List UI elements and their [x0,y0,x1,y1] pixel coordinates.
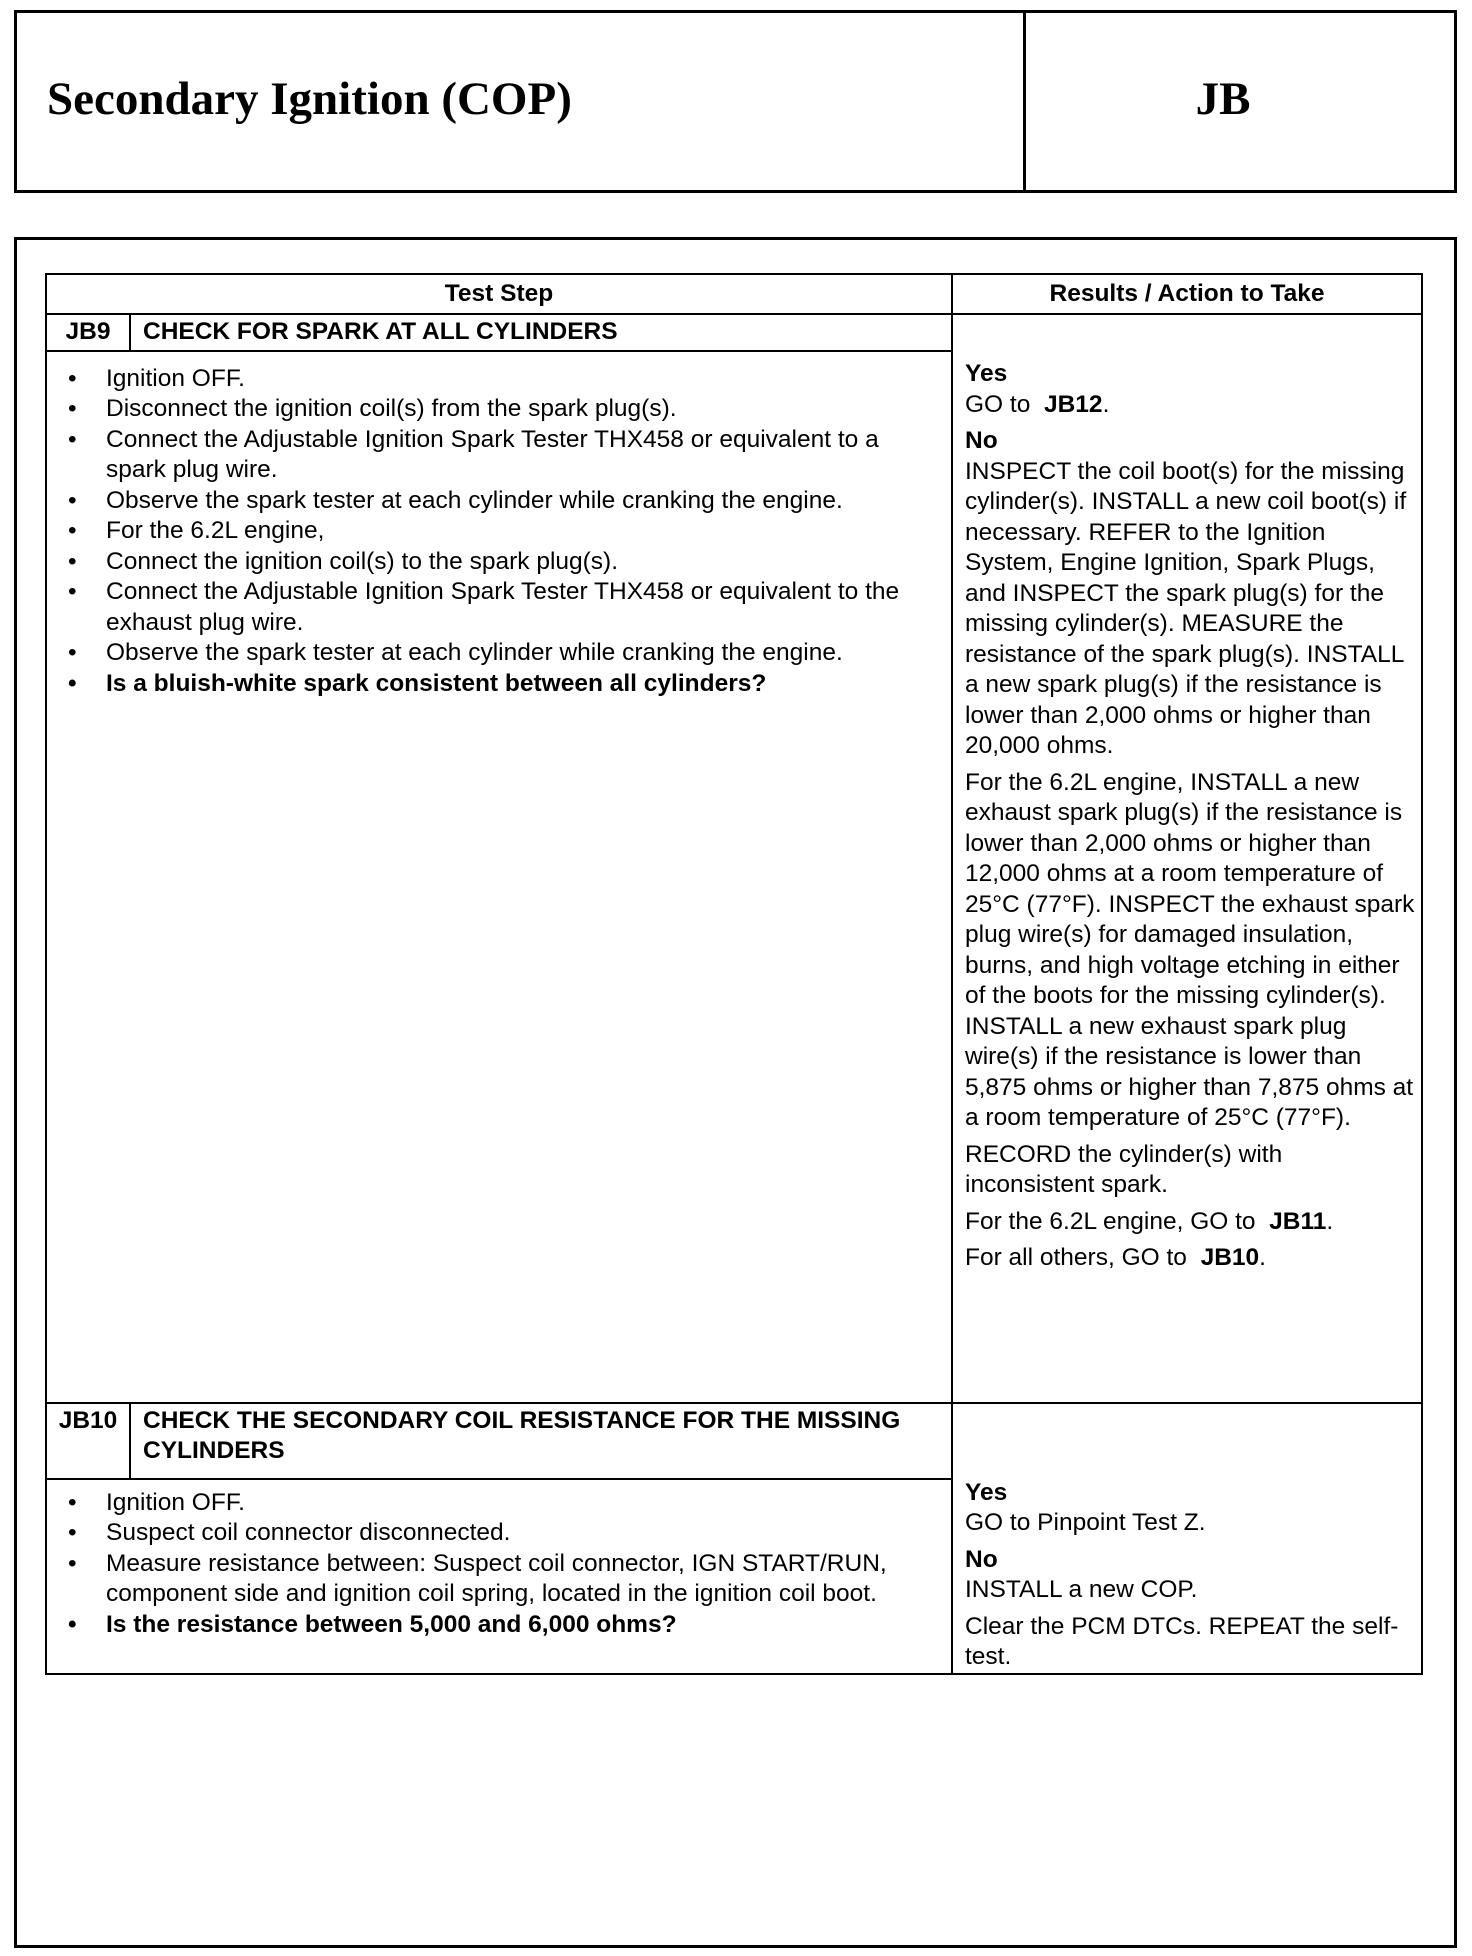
step-title: CHECK FOR SPARK AT ALL CYLINDERS [130,314,952,351]
step-instructions [46,1479,952,1674]
list-item: • Ignition OFF. [59,1488,931,1519]
step-id: JB10 [46,1403,130,1479]
list-item: • For the 6.2L engine, [59,516,931,547]
step-title: CHECK THE SECONDARY COIL RESISTANCE FOR THE MISSING CYLINDERS [130,1403,952,1479]
result-no-action: RECORD the cylinder(s) with inconsistent spark. [965,1140,1283,1198]
step-reference: JB10 [1200,1244,1260,1271]
result-yes-label: Yes [965,1478,1008,1506]
step-reference: JB12 [1043,390,1103,418]
list-item: • Connect the Adjustable Ignition Spark Tester THX458 or equivalent to the exhaust plug wire. [59,577,931,638]
list-item: • Observe the spark tester at each cylinder while cranking the engine. [59,486,931,517]
table-header-row [46,274,1422,314]
list-item: • Ignition OFF. [59,364,931,395]
result-no-action: Clear the PCM DTCs. REPEAT the self-test. [965,1612,1399,1670]
result-no-action: INSTALL a new COP. [965,1576,1198,1603]
step-question: • Is the resistance between 5,000 and 6,000 ohms? [59,1610,931,1641]
step-title-row [46,1403,1422,1479]
step-id: JB9 [46,314,130,351]
result-no-action: INSPECT the coil boot(s) for the missing cylinder(s). INSTALL a new coil boot(s) if necessary. REFER to the Ignition System, Engine Ignition, Spark Plugs, and INSPECT the spark plug(s) for the missing cylinder(s). MEASURE the resistance of the spark plug(s). INSTALL a new spark plug(s) if the resistance is lower than 2,000 ohms or higher than 20,000 ohms. [965,457,1407,759]
list-item: • Connect the Adjustable Ignition Spark Tester THX458 or equivalent to a spark plug wire. [59,425,931,486]
list-item: • Connect the ignition coil(s) to the spark plug(s). [59,547,931,578]
step-question: • Is a bluish-white spark consistent between all cylinders? [59,669,931,700]
step-reference: JB11 [1269,1207,1327,1235]
result-no-label: No [965,1545,998,1573]
step-instructions [46,351,952,1403]
results-cell [952,1403,1422,1674]
instruction-list [59,364,931,700]
list-item: • Observe the spark tester at each cylinder while cranking the engine. [59,638,931,669]
result-goto: For all others, GO to JB10. [965,1244,1266,1271]
list-item: • Disconnect the ignition coil(s) from the spark plug(s). [59,394,931,425]
result-yes-action: GO to Pinpoint Test Z. [965,1509,1206,1536]
result-no-action: For the 6.2L engine, INSTALL a new exhaust spark plug(s) if the resistance is lower than 2,000 ohms or higher than 12,000 ohms at a room temperature of 25°C (77°F). INSPECT the exhaust spark plug wire(s) for damaged insulation, burns, and high voltage etching in either of the boots for the missing cylinder(s). INSTALL a new exhaust spark plug wire(s) if the resistance is lower than 5,875 ohms or higher than 7,875 ohms at a room temperature of 25°C (77°F). [965,768,1415,1131]
results-cell [952,314,1422,1403]
result-yes-label: Yes [965,360,1008,387]
column-header-test-step: Test Step [46,274,952,314]
result-no-label: No [965,427,998,454]
step-title-row [46,314,1422,351]
test-step-table [45,273,1423,1675]
section-code: JB [1195,73,1251,125]
result-goto: For the 6.2L engine, GO to JB11. [965,1207,1334,1235]
column-header-results: Results / Action to Take [952,274,1422,314]
page-title: Secondary Ignition (COP) [47,73,572,125]
result-yes-action: GO to JB12. [965,390,1110,418]
list-item: • Suspect coil connector disconnected. [59,1518,931,1549]
instruction-list [59,1488,931,1641]
list-item: • Measure resistance between: Suspect coil connector, IGN START/RUN, component side and ignition coil spring, located in the ignition coil boot. [59,1549,931,1610]
